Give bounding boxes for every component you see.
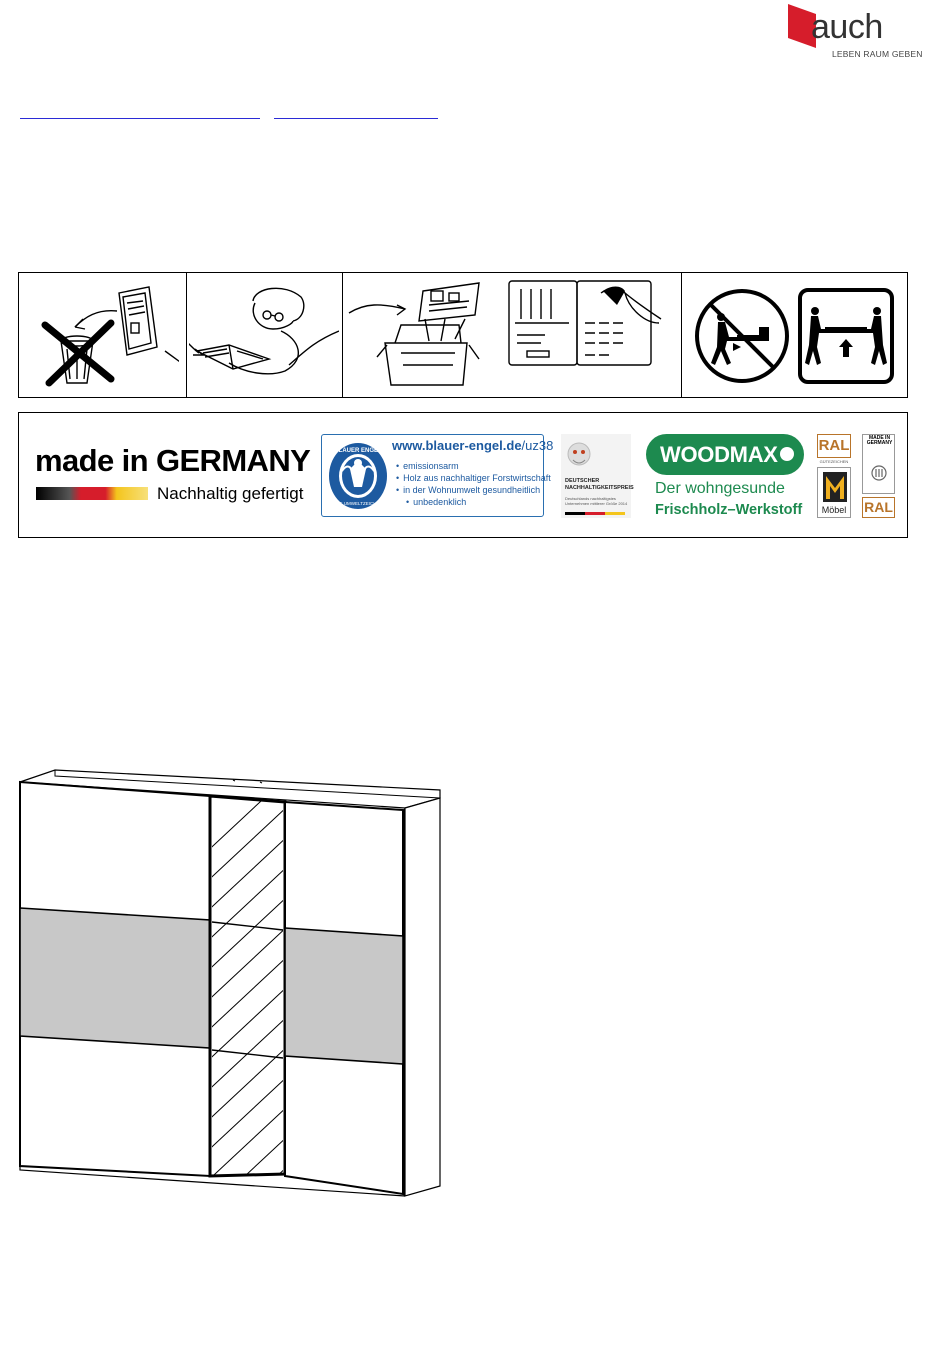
list-item-continued: • unbedenklich (396, 496, 551, 508)
wardrobe-drawing (15, 760, 450, 1200)
flag-stripes-icon (36, 487, 148, 500)
made-in-germany-badge (862, 434, 895, 494)
blauer-engel-label (321, 434, 554, 517)
title-line: NACHHALTIGKEITSPREIS (565, 485, 634, 491)
url-domain: www.blauer-engel.de (392, 438, 522, 453)
blauer-engel-url (392, 438, 553, 453)
woodmax-line-1: Der wohngesunde (655, 480, 785, 497)
badge-text: MADE IN GERMANY (866, 435, 893, 446)
nachhaltigkeitspreis-badge (561, 434, 634, 518)
nachhaltigkeitspreis-title (565, 478, 634, 492)
list-item: • emissionsarm (396, 460, 551, 472)
moebel-label: Möbel (821, 505, 847, 515)
read-manual-icon (189, 279, 339, 391)
no-drag-icon (693, 287, 791, 385)
moebel-quality-badge (817, 467, 851, 518)
header-link-1[interactable] (20, 104, 260, 119)
seal-bottom-text: DAS UMWELTZEICHEN (333, 501, 383, 506)
divider (186, 273, 187, 397)
logo-wordmark: auch (811, 8, 883, 46)
divider (681, 273, 682, 397)
seal-top-text: BLAUER ENGEL (334, 448, 382, 454)
badge-emblem-icon (871, 465, 887, 481)
ral-guetezeichen: GÜTEZEICHEN (819, 459, 849, 464)
ral-label-top: RAL (817, 434, 851, 458)
nachhaltigkeitspreis-note: Deutschlands nachhaltigstes Unternehmen mittlerer Größe 2014 (565, 496, 628, 506)
golden-m-icon (823, 472, 847, 502)
ral-label-bottom: RAL (862, 497, 895, 518)
list-item: • Holz aus nachhaltiger Forstwirtschaft (396, 472, 551, 484)
lift-carry-icon (797, 287, 895, 385)
blauer-engel-seal-icon (328, 441, 388, 511)
header-link-2[interactable] (274, 104, 438, 119)
divider (342, 273, 343, 397)
no-trash-icon (27, 279, 179, 391)
woodmax-wordmark: WOODMAX (660, 442, 778, 467)
made-in-germany-title: made in GERMANY (35, 443, 311, 478)
certification-banner (18, 412, 908, 538)
right-door-panel (285, 928, 403, 1064)
instruction-strip (18, 272, 908, 398)
woodmax-line-2: Frischholz–Werkstoff (655, 502, 803, 518)
woodmax-dot-icon (780, 447, 794, 461)
url-path: /uz38 (521, 438, 554, 453)
left-door-panel (20, 908, 210, 1048)
title-line: DEUTSCHER (565, 478, 600, 484)
blauer-engel-points (396, 460, 551, 508)
list-item: • in der Wohnumwelt gesundheitlich (396, 484, 551, 496)
rauch-logo (786, 2, 923, 60)
woodmax-logo (646, 434, 804, 475)
keep-manual-icon (345, 279, 679, 391)
logo-tagline: LEBEN RAUM GEBEN (832, 49, 923, 59)
made-in-germany-subtitle: Nachhaltig gefertigt (157, 484, 304, 503)
